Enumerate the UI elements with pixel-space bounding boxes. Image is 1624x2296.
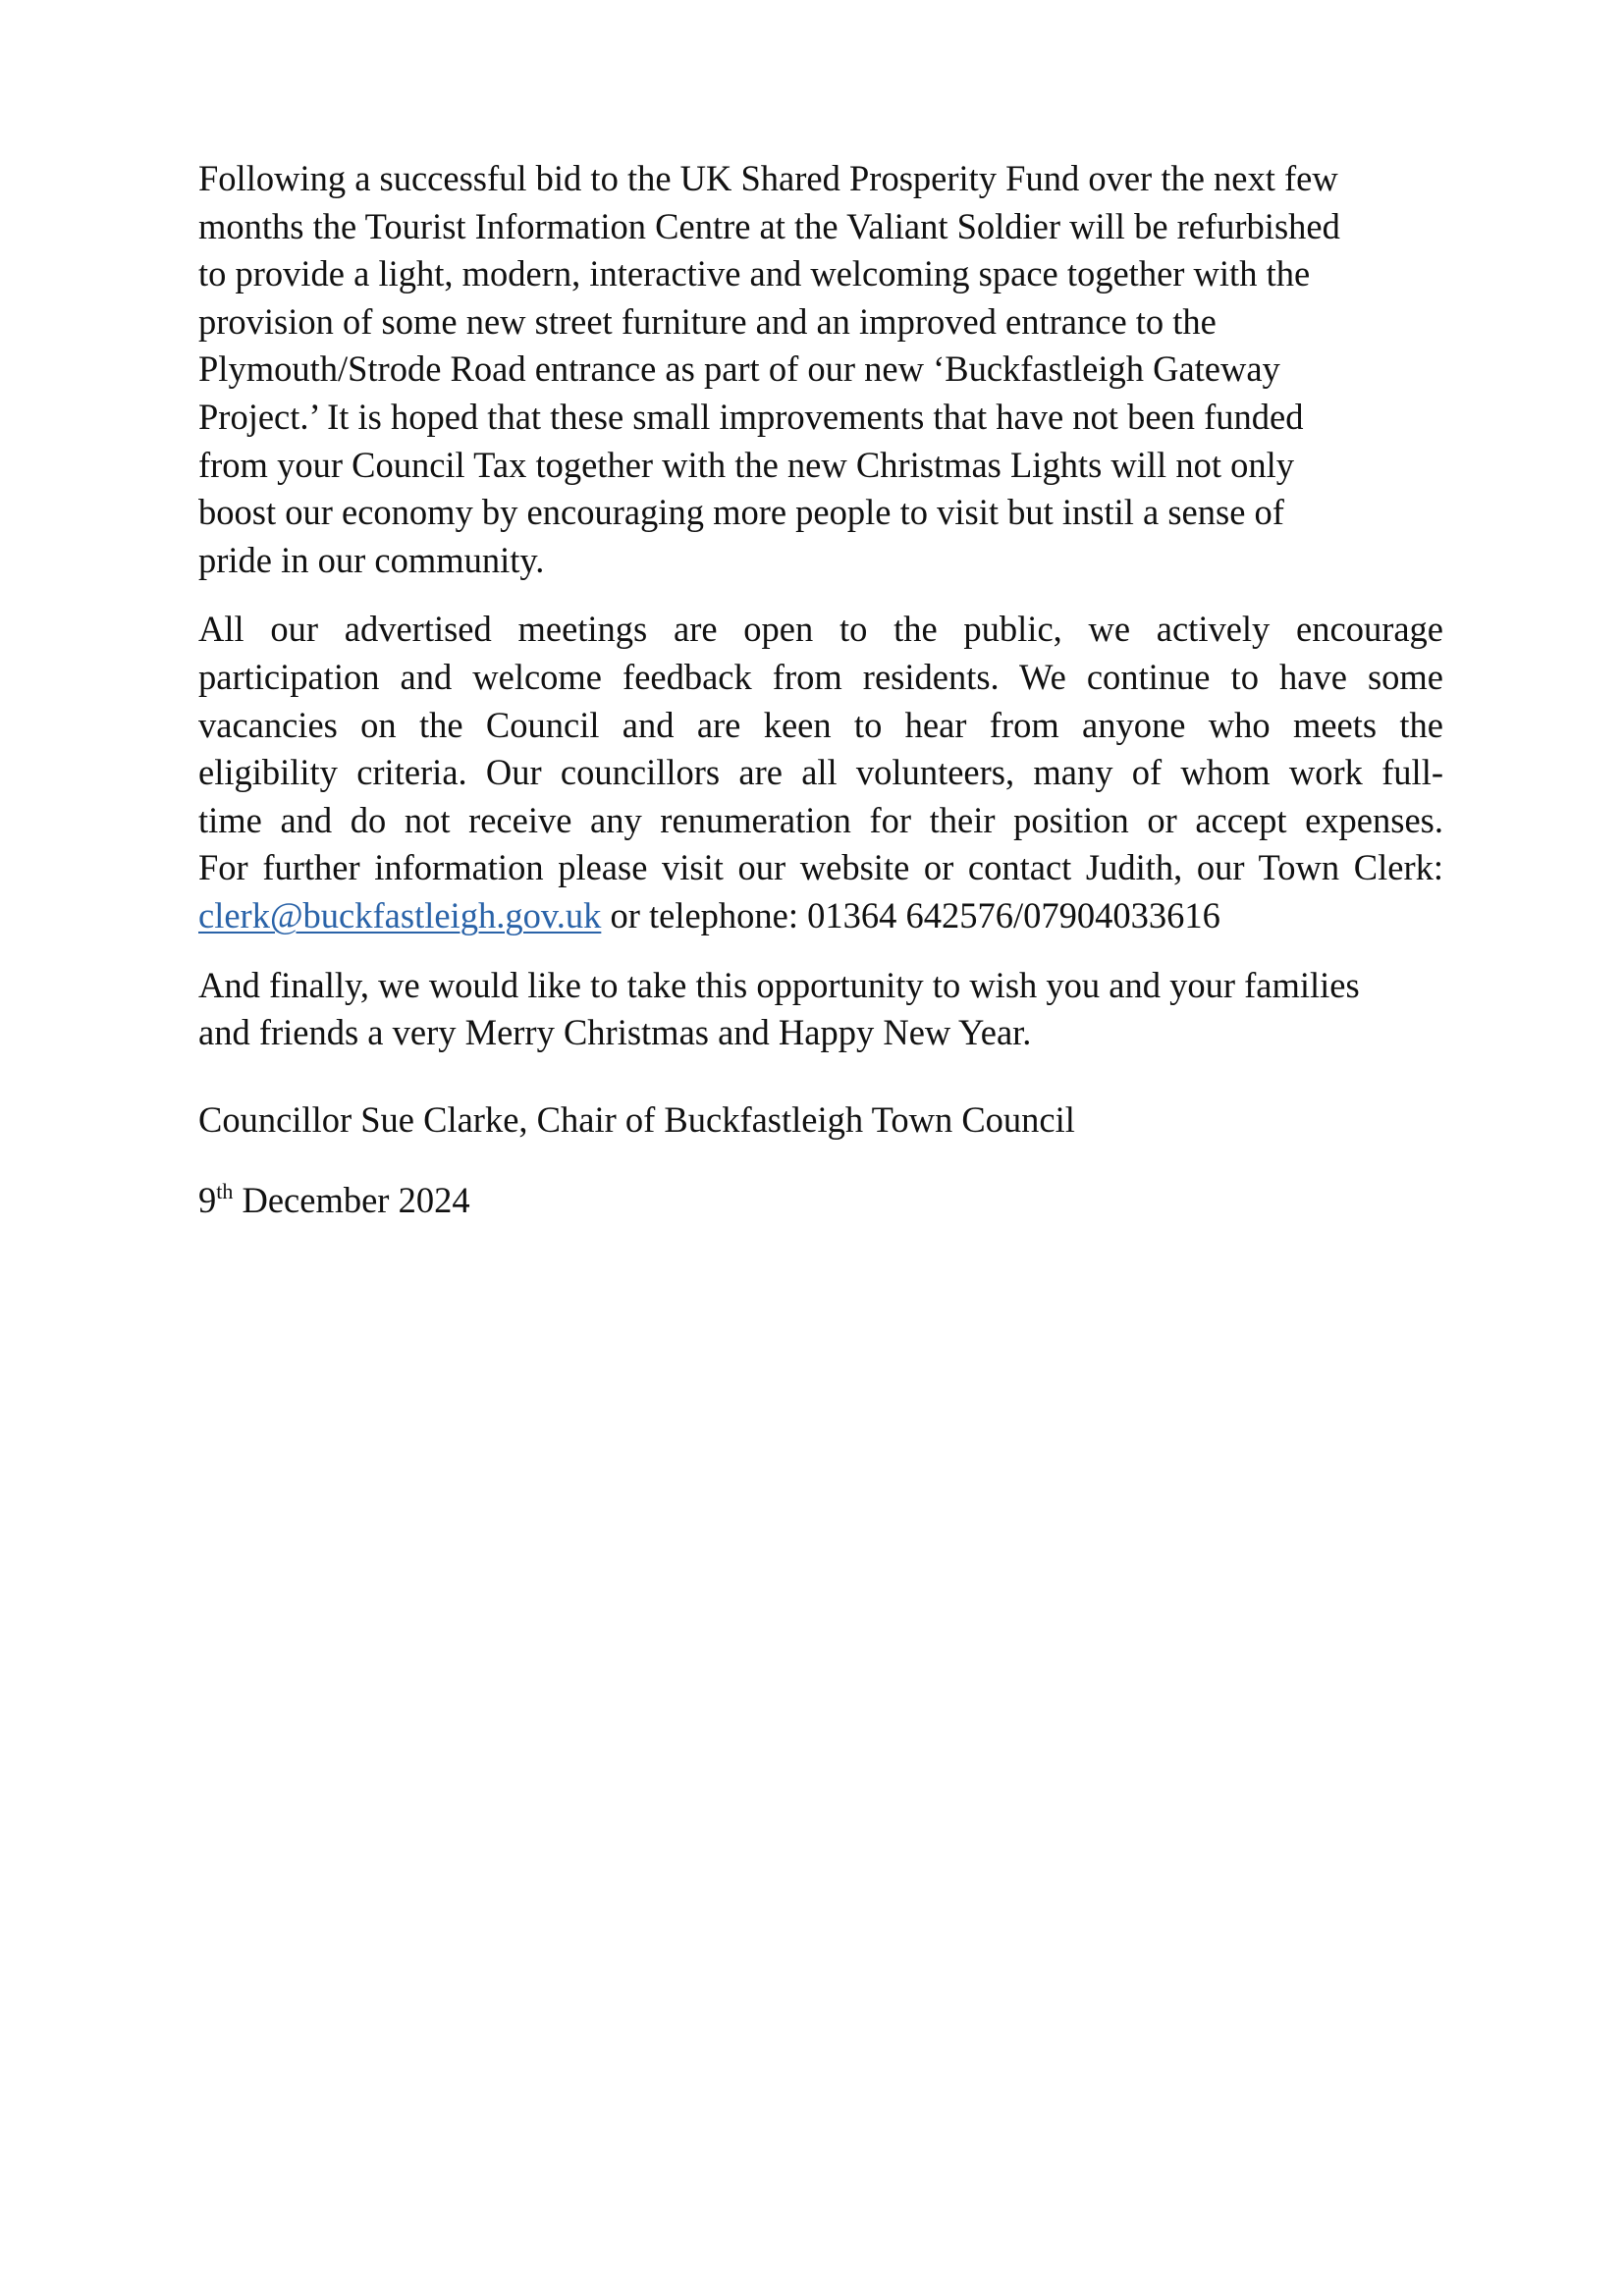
text-line: For further information please visit our website or contact Judith, our Town Clerk: [198,847,1443,888]
date-ordinal: th [216,1179,234,1204]
text-line: eligibility criteria. Our councillors are all volunteers, many of whom work full- [198,752,1443,793]
date-month-year: December 2024 [233,1180,470,1221]
letter-page [198,155,1443,1225]
text-line: and friends a very Merry Christmas and Happy New Year. [198,1012,1032,1053]
text-line: provision of some new street furniture and an improved entrance to the [198,300,1217,342]
text-line: Plymouth/Strode Road entrance as part of our new ‘Buckfastleigh Gateway [198,348,1280,390]
text-line: from your Council Tax together with the new Christmas Lights will not only [198,444,1294,485]
text-line: boost our economy by encouraging more people to visit but instil a sense of [198,492,1284,533]
text-line: time and do not receive any renumeration for their position or accept expenses. [198,799,1443,840]
text-line: vacancies on the Council and are keen to hear from anyone who meets the [198,704,1443,745]
text-line: pride in our community. [198,539,545,580]
text-line: All our advertised meetings are open to the public, we actively encourage [198,609,1443,650]
phone-text: or telephone: 01364 642576/07904033616 [601,894,1220,935]
letter-date [198,1177,1443,1225]
contact-line [198,892,1443,940]
paragraph-gateway-project [198,155,1443,584]
paragraph-meetings-contact [198,606,1443,939]
text-line: months the Tourist Information Centre at the Valiant Soldier will be refurbished [198,205,1340,246]
text-line: Project.’ It is hoped that these small improvements that have not been funded [198,396,1304,437]
date-day: 9 [198,1180,217,1221]
text-line: Following a successful bid to the UK Shared Prosperity Fund over the next few [198,158,1338,198]
email-link[interactable]: clerk@buckfastleigh.gov.uk [198,894,602,935]
text-line: to provide a light, modern, interactive and welcoming space together with the [198,253,1311,294]
signature: Councillor Sue Clarke, Chair of Buckfastleigh Town Council [198,1098,1075,1140]
text-line: participation and welcome feedback from residents. We continue to have some [198,656,1443,697]
paragraph-season-greetings [198,962,1443,1057]
text-line: And finally, we would like to take this opportunity to wish you and your families [198,964,1360,1005]
